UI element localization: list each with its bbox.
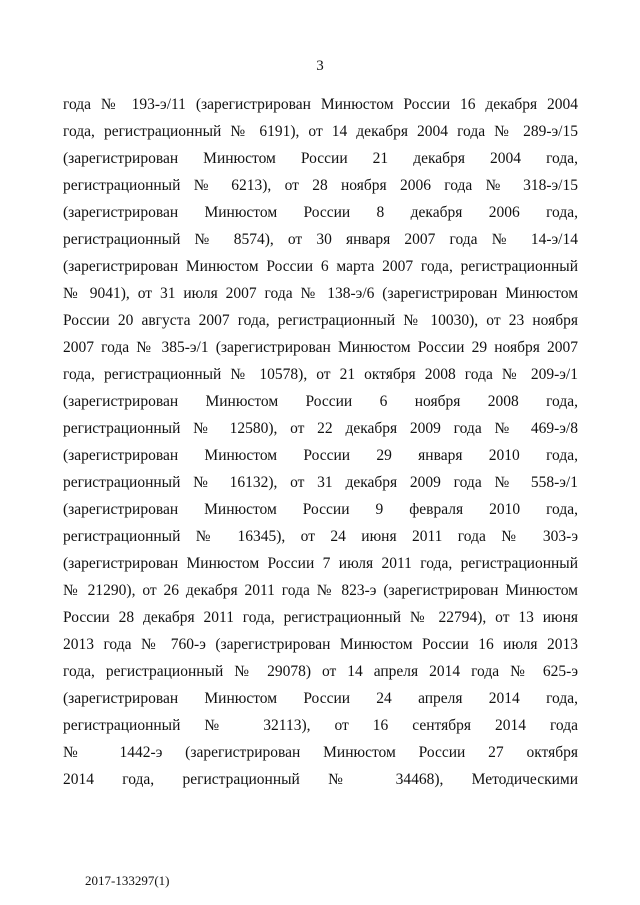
text-line: года, регистрационный № 10578), от 21 октября 2008 года № 209-э/1 <box>63 366 578 383</box>
document-id: 2017-133297(1) <box>85 873 170 888</box>
text-line: регистрационный № 8574), от 30 января 2007 года № 14-э/14 <box>63 231 578 248</box>
text-line: 2013 года № 760-э (зарегистрирован Минюстом России 16 июля 2013 <box>63 636 578 653</box>
text-line: 2007 года № 385-э/1 (зарегистрирован Минюстом России 29 ноября 2007 <box>63 339 578 356</box>
text-line: 2014 года, регистрационный № 34468), Методическими <box>63 771 578 788</box>
text-line: (зарегистрирован Минюстом России 8 декабря 2006 года, <box>63 204 578 221</box>
text-line: регистрационный № 16345), от 24 июня 2011 года № 303-э <box>63 528 578 545</box>
text-line: (зарегистрирован Минюстом России 6 ноября 2008 года, <box>63 393 578 410</box>
text-line: регистрационный № 6213), от 28 ноября 2006 года № 318-э/15 <box>63 177 578 194</box>
text-line: года, регистрационный № 6191), от 14 декабря 2004 года № 289-э/15 <box>63 123 578 140</box>
text-line: № 9041), от 31 июля 2007 года № 138-э/6 (зарегистрирован Минюстом <box>63 285 578 302</box>
text-line: регистрационный № 32113), от 16 сентября 2014 года <box>63 717 578 734</box>
text-line: (зарегистрирован Минюстом России 29 января 2010 года, <box>63 447 578 464</box>
text-line: года, регистрационный № 29078) от 14 апреля 2014 года № 625-э <box>63 663 578 680</box>
text-line: (зарегистрирован Минюстом России 9 февраля 2010 года, <box>63 501 578 518</box>
body-text <box>63 91 578 793</box>
text-line: России 28 декабря 2011 года, регистрационный № 22794), от 13 июня <box>63 609 578 626</box>
text-line: № 21290), от 26 декабря 2011 года № 823-э (зарегистрирован Минюстом <box>63 582 578 599</box>
text-line: (зарегистрирован Минюстом России 7 июля 2011 года, регистрационный <box>63 555 578 572</box>
text-line: (зарегистрирован Минюстом России 21 декабря 2004 года, <box>63 150 578 167</box>
text-line: регистрационный № 12580), от 22 декабря 2009 года № 469-э/8 <box>63 420 578 437</box>
text-line: (зарегистрирован Минюстом России 6 марта 2007 года, регистрационный <box>63 258 578 275</box>
text-line: (зарегистрирован Минюстом России 24 апреля 2014 года, <box>63 690 578 707</box>
text-line: регистрационный № 16132), от 31 декабря 2009 года № 558-э/1 <box>63 474 578 491</box>
text-line: России 20 августа 2007 года, регистрационный № 10030), от 23 ноября <box>63 312 578 329</box>
page-number: 3 <box>316 58 324 74</box>
text-line: № 1442-э (зарегистрирован Минюстом России 27 октября <box>63 744 578 761</box>
text-line: года № 193-э/11 (зарегистрирован Минюстом России 16 декабря 2004 <box>63 96 578 113</box>
